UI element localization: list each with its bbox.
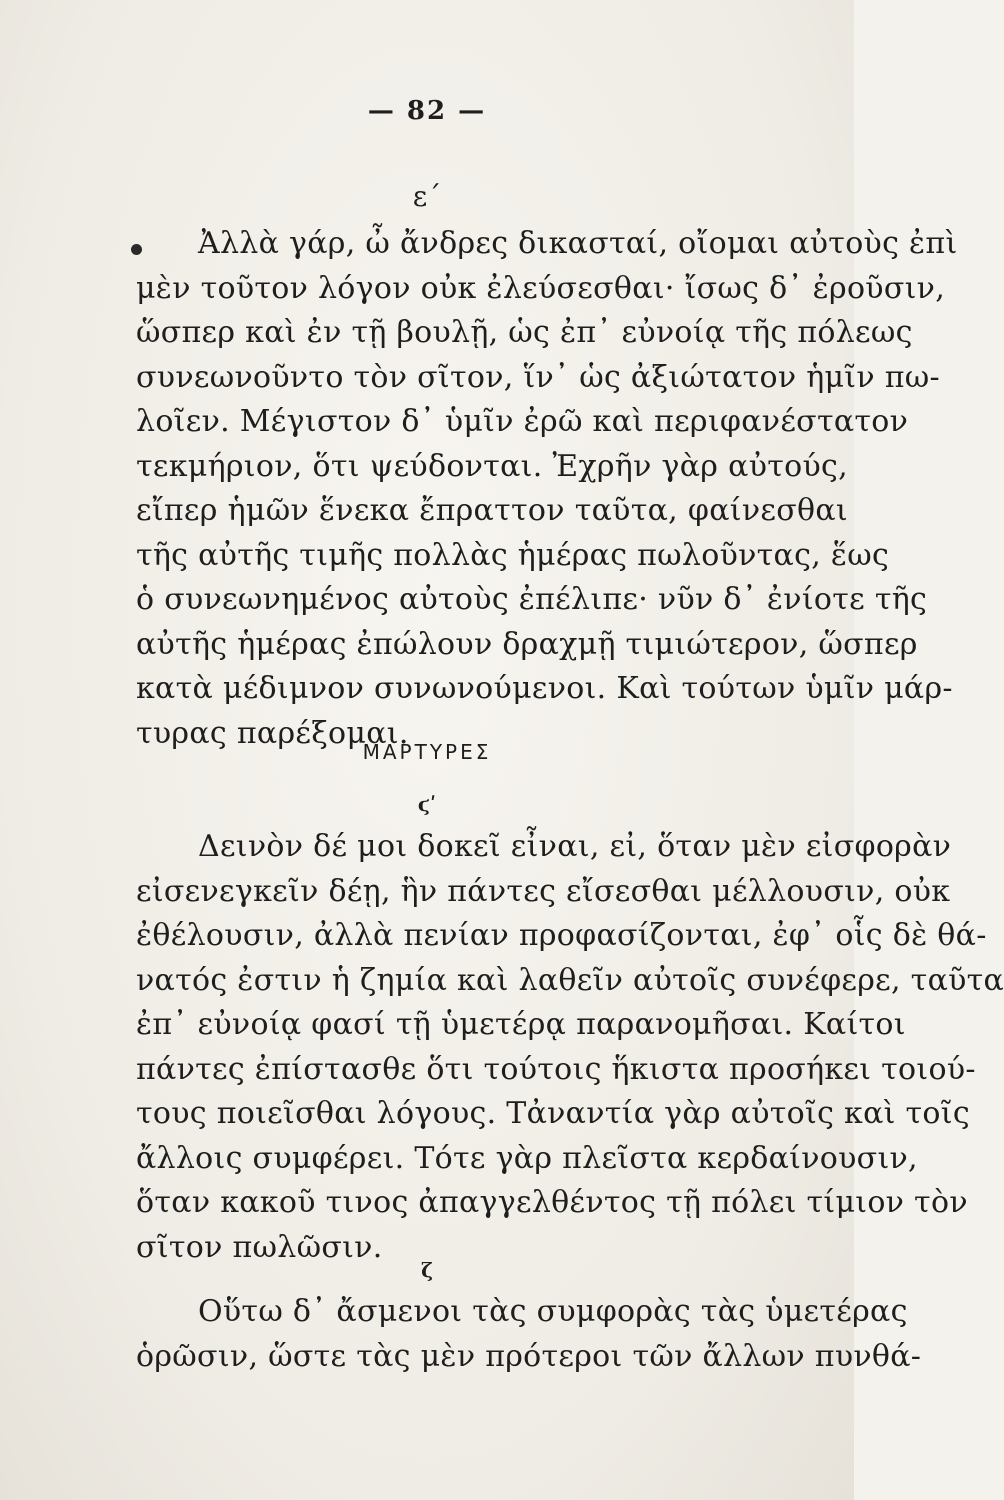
page-number: — 82 — [367,96,487,126]
text-line: ἄλλοις συμφέρει. Τότε γὰρ πλεῖστα κερδαίνουσιν, [136,1140,918,1176]
text-line: λοῖεν. Μέγιστον δ᾽ ὑμῖν ἐρῶ καὶ περιφανέστατον [136,404,909,439]
text-line: τυρας παρέξομαι. [136,715,409,751]
section-number-e: ε΄ [412,180,442,213]
text-line: ἐθέλουσιν, ἀλλὰ πενίαν προφασίζονται, ἐφ᾽ οἷς δὲ θά- [136,918,987,953]
text-line: ὁ συνεωνημένος αὐτοὺς ἐπέλιπε· νῦν δ᾽ ἐνίοτε τῆς [136,582,928,617]
text-line: Οὕτω δ᾽ ἄσμενοι τὰς συμφορὰς τὰς ὑμετέρας [198,1294,908,1329]
text-line: ὥσπερ καὶ ἐν τῇ βουλῇ, ὡς ἐπ᾽ εὐνοίᾳ τῆς πόλεως [136,315,913,350]
text-line: μὲν τοῦτον λόγον οὐκ ἐλεύσεσθαι· ἴσως δ᾽ ἐροῦσιν, [136,270,946,306]
text-line: τεκμήριον, ὅτι ψεύδονται. Ἐχρῆν γὰρ αὐτούς, [136,448,848,484]
text-line: κατὰ μέδιμνον συνωνούμενοι. Καὶ τούτων ὑμῖν μάρ- [136,671,953,706]
text-line: εἰσενεγκεῖν δέῃ, ἣν πάντες εἴσεσθαι μέλλουσιν, οὐκ [136,873,951,909]
text-line: ἐπ᾽ εὐνοίᾳ φασί τῇ ὑμετέρᾳ παρανομῆσαι. Καίτοι [136,1007,906,1042]
paragraph-section-e [136,222,958,756]
text-line: αὐτῆς ἡμέρας ἐπώλουν δραχμῇ τιμιώτερον, ὥσπερ [136,626,918,662]
text-line: Ἀλλὰ γάρ, ὦ ἄνδρες δικασταί, οἴομαι αὐτοὺς ἐπὶ [198,226,958,261]
section-number-z: ζ [421,1258,433,1282]
text-line: σῖτον πωλῶσιν. [136,1229,383,1265]
text-line: Δεινὸν δέ μοι δοκεῖ εἶναι, εἰ, ὅταν μὲν εἰσφορὰν [198,829,952,864]
paragraph-section-z [136,1290,922,1379]
text-line: τῆς αὐτῆς τιμῆς πολλὰς ἡμέρας πωλοῦντας, ἕως [136,537,890,573]
text-line: νατός ἐστιν ἡ ζημία καὶ λαθεῖν αὐτοῖς συνέφερε, ταῦτα [136,962,1004,998]
text-line: εἴπερ ἡμῶν ἕνεκα ἔπραττον ταῦτα, φαίνεσθαι [136,493,848,528]
text-line: συνεωνοῦντο τὸν σῖτον, ἵν᾽ ὡς ἀξιώτατον ἡμῖν πω- [136,359,940,395]
text-line: ὁρῶσιν, ὥστε τὰς μὲν πρότεροι τῶν ἄλλων πυνθά- [136,1338,922,1374]
text-line: πάντες ἐπίστασθε ὅτι τούτοις ἥκιστα προσήκει τοιού- [136,1051,976,1087]
witnesses-heading: ΜΑΡΤΥΡΕΣ [362,740,492,764]
section-number-st: ϛʹ [417,792,437,816]
text-line: ὅταν κακοῦ τινος ἀπαγγελθέντος τῇ πόλει τίμιον τὸν [136,1185,968,1220]
paragraph-section-st [136,825,1004,1270]
text-line: τους ποιεῖσθαι λόγους. Τἀναντία γὰρ αὐτοῖς καὶ τοῖς [136,1096,970,1131]
